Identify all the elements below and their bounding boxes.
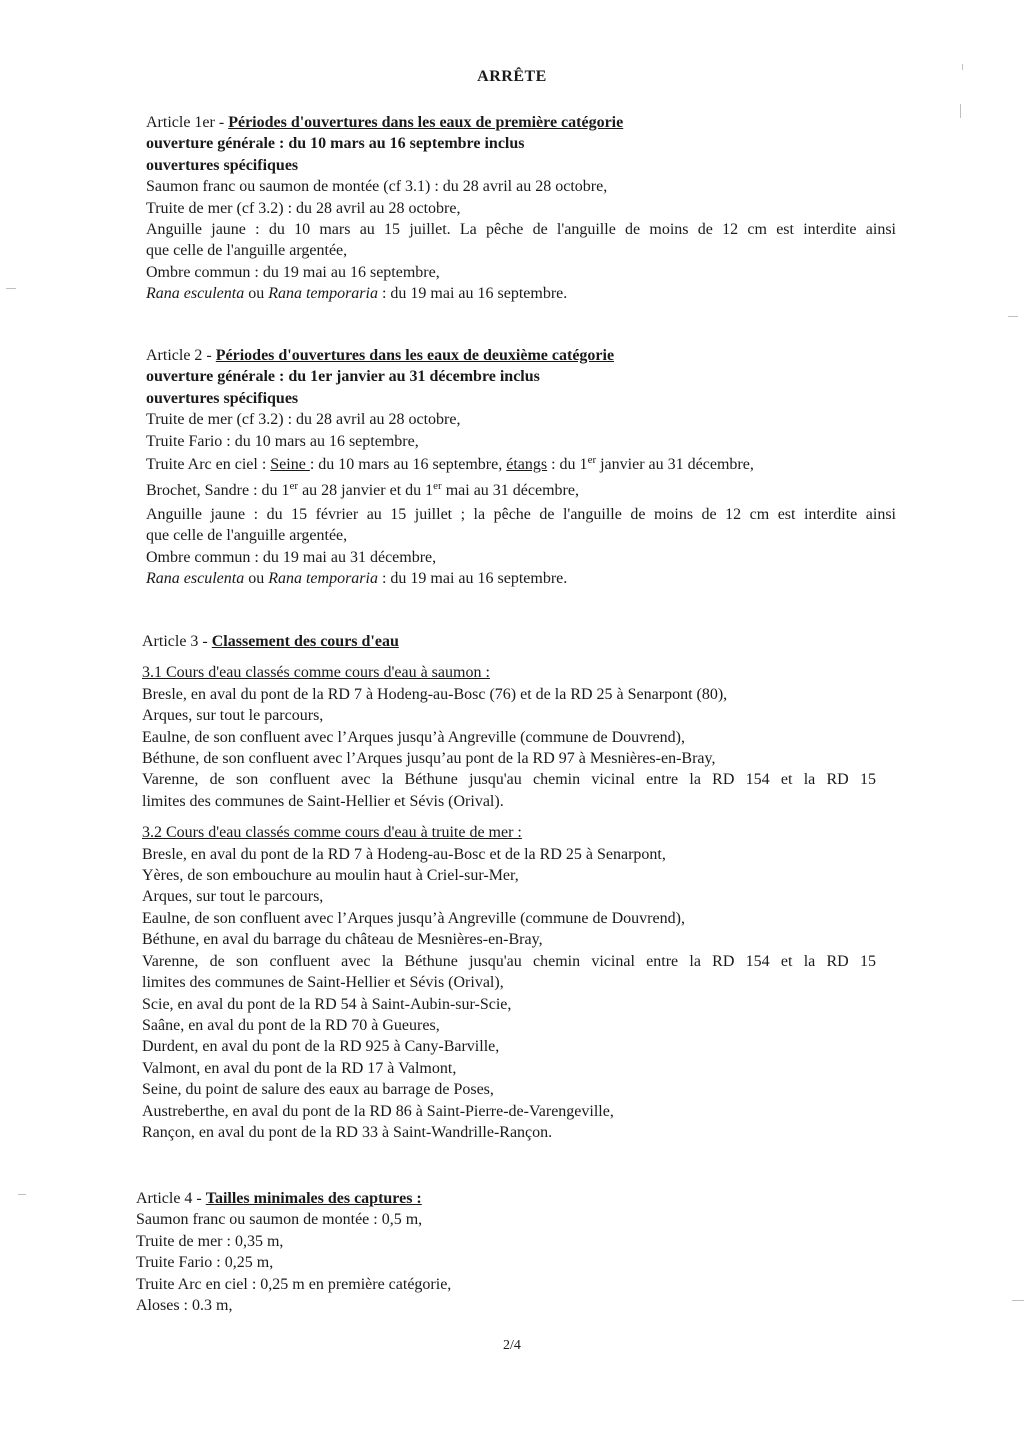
list-item: limites des communes de Saint-Hellier et Sévis (Orival), bbox=[142, 974, 504, 992]
ponds-period-a: : du 1 bbox=[547, 456, 588, 474]
article-4 bbox=[136, 1188, 886, 1316]
list-item: limites des communes de Saint-Hellier et Sévis (Orival). bbox=[142, 792, 504, 810]
scan-mark bbox=[1012, 1300, 1024, 1301]
article-1 bbox=[146, 112, 896, 305]
rana-esculenta: Rana esculenta bbox=[146, 285, 245, 303]
article-1-grayling: Ombre commun : du 19 mai au 16 septembre, bbox=[146, 263, 440, 281]
section-3-2-heading: 3.2 Cours d'eau classés comme cours d'eau à truite de mer : bbox=[142, 824, 522, 842]
rainbow-trout-label: Truite Arc en ciel : bbox=[146, 456, 271, 474]
article-1-eel-continued: que celle de l'anguille argentée, bbox=[146, 242, 348, 260]
list-item: Austreberthe, en aval du pont de la RD 86 à Saint-Pierre-de-Varengeville, bbox=[142, 1102, 614, 1120]
article-1-prefix: Article 1er - bbox=[146, 114, 229, 131]
list-item: Truite Arc en ciel : 0,25 m en première catégorie, bbox=[136, 1275, 452, 1293]
article-2-prefix: Article 2 - bbox=[146, 347, 216, 364]
article-2-grayling: Ombre commun : du 19 mai au 31 décembre, bbox=[146, 548, 437, 566]
seine-period: : du 10 mars au 16 septembre, bbox=[309, 456, 507, 474]
list-item: Valmont, en aval du pont de la RD 17 à Valmont, bbox=[142, 1059, 457, 1077]
list-item: Aloses : 0.3 m, bbox=[136, 1297, 233, 1315]
article-3-heading-line bbox=[142, 631, 876, 652]
article-2-frogs bbox=[146, 568, 896, 589]
scan-mark bbox=[960, 104, 961, 118]
spacer bbox=[142, 812, 876, 822]
frogs-period: : du 19 mai au 16 septembre. bbox=[377, 285, 568, 303]
article-2-sea-trout: Truite de mer (cf 3.2) : du 28 avril au 28 octobre, bbox=[146, 411, 461, 429]
article-2-rainbow-trout bbox=[146, 452, 896, 478]
frogs-period: : du 19 mai au 16 septembre. bbox=[377, 570, 568, 588]
list-item: Truite de mer : 0,35 m, bbox=[136, 1232, 284, 1250]
article-2-pike-zander bbox=[146, 478, 896, 504]
list-item: Saumon franc ou saumon de montée : 0,5 m, bbox=[136, 1211, 423, 1229]
list-item: Truite Fario : 0,25 m, bbox=[136, 1254, 274, 1272]
article-1-specific-openings-label: ouvertures spécifiques bbox=[146, 156, 299, 174]
section-3-2-list bbox=[142, 844, 876, 1144]
list-item: Bresle, en aval du pont de la RD 7 à Hodeng-au-Bosc (76) et de la RD 25 à Senarpont (80), bbox=[142, 685, 728, 703]
article-2-general-opening: ouverture générale : du 1er janvier au 31 décembre inclus bbox=[146, 368, 540, 386]
list-item: Arques, sur tout le parcours, bbox=[142, 888, 324, 906]
list-item: Varenne, de son confluent avec la Béthune jusqu'au chemin vicinal entre la RD 154 et la RD 15 bbox=[142, 771, 876, 789]
article-4-heading: Tailles minimales des captures : bbox=[205, 1190, 422, 1207]
scan-mark bbox=[1008, 316, 1018, 317]
rana-esculenta: Rana esculenta bbox=[146, 570, 245, 588]
list-item: Durdent, en aval du pont de la RD 925 à Cany-Barville, bbox=[142, 1038, 500, 1056]
pike-period-a: Brochet, Sandre : du 1 bbox=[146, 482, 290, 500]
article-2-brown-trout: Truite Fario : du 10 mars au 16 septembre, bbox=[146, 432, 419, 450]
section-3-1-list bbox=[142, 684, 876, 812]
ordinal-superscript: er bbox=[433, 480, 442, 493]
article-2-heading-line bbox=[146, 345, 896, 366]
scan-mark bbox=[6, 288, 16, 289]
pike-period-b: au 28 janvier et du 1 bbox=[298, 482, 434, 500]
list-item: Béthune, en aval du barrage du château de Mesnières-en-Bray, bbox=[142, 931, 543, 949]
list-item: Seine, du point de salure des eaux au barrage de Poses, bbox=[142, 1081, 494, 1099]
list-item: Yères, de son embouchure au moulin haut à Criel-sur-Mer, bbox=[142, 867, 519, 885]
list-item: Arques, sur tout le parcours, bbox=[142, 707, 324, 725]
rana-temporaria: Rana temporaria bbox=[268, 285, 378, 303]
list-item: Saâne, en aval du pont de la RD 70 à Gueures, bbox=[142, 1016, 440, 1034]
article-2 bbox=[146, 345, 896, 590]
document-title: ARRÊTE bbox=[477, 68, 547, 85]
list-item: Bresle, en aval du pont de la RD 7 à Hodeng-au-Bosc et de la RD 25 à Senarpont, bbox=[142, 845, 666, 863]
conjunction: ou bbox=[244, 285, 269, 303]
article-4-prefix: Article 4 - bbox=[136, 1190, 206, 1207]
spacer bbox=[142, 652, 876, 662]
pike-period-c: mai au 31 décembre, bbox=[441, 482, 579, 500]
list-item: Varenne, de son confluent avec la Béthune jusqu'au chemin vicinal entre la RD 154 et la RD 15 bbox=[142, 952, 876, 970]
rana-temporaria: Rana temporaria bbox=[268, 570, 378, 588]
article-2-eel: Anguille jaune : du 15 février au 15 juillet ; la pêche de l'anguille de moins de 12 cm est interdite ainsi bbox=[146, 506, 896, 524]
conjunction: ou bbox=[244, 570, 269, 588]
scan-mark bbox=[18, 1194, 26, 1195]
article-1-frogs bbox=[146, 283, 896, 304]
article-3 bbox=[142, 631, 876, 1143]
article-1-salmon: Saumon franc ou saumon de montée (cf 3.1) : du 28 avril au 28 octobre, bbox=[146, 178, 608, 196]
article-3-heading: Classement des cours d'eau bbox=[211, 633, 399, 650]
article-3-prefix: Article 3 - bbox=[142, 633, 212, 650]
section-3-1-heading: 3.1 Cours d'eau classés comme cours d'eau à saumon : bbox=[142, 664, 490, 682]
article-1-general-opening: ouverture générale : du 10 mars au 16 septembre inclus bbox=[146, 135, 525, 153]
article-2-specific-openings-label: ouvertures spécifiques bbox=[146, 389, 299, 407]
list-item: Scie, en aval du pont de la RD 54 à Saint-Aubin-sur-Scie, bbox=[142, 995, 512, 1013]
page-number: 2/4 bbox=[503, 1338, 521, 1353]
article-1-heading: Périodes d'ouvertures dans les eaux de première catégorie bbox=[228, 114, 624, 131]
ponds-period-b: janvier au 31 décembre, bbox=[596, 456, 754, 474]
ordinal-superscript: er bbox=[289, 480, 299, 493]
list-item: Eaulne, de son confluent avec l’Arques jusqu’à Angreville (commune de Douvrend), bbox=[142, 728, 685, 746]
article-1-eel: Anguille jaune : du 10 mars au 15 juillet. La pêche de l'anguille de moins de 12 cm est interdite ainsi bbox=[146, 221, 896, 239]
article-4-heading-line bbox=[136, 1188, 886, 1209]
list-item: Eaulne, de son confluent avec l’Arques jusqu’à Angreville (commune de Douvrend), bbox=[142, 909, 685, 927]
list-item: Rançon, en aval du pont de la RD 33 à Saint-Wandrille-Rançon. bbox=[142, 1123, 553, 1141]
ordinal-superscript: er bbox=[587, 454, 597, 467]
ponds-label: étangs bbox=[506, 456, 548, 474]
list-item: Béthune, de son confluent avec l’Arques jusqu’au pont de la RD 97 à Mesnières-en-Bray, bbox=[142, 750, 716, 768]
article-2-eel-continued: que celle de l'anguille argentée, bbox=[146, 527, 348, 545]
seine-label: Seine bbox=[270, 456, 310, 474]
article-1-sea-trout: Truite de mer (cf 3.2) : du 28 avril au 28 octobre, bbox=[146, 199, 461, 217]
article-1-heading-line bbox=[146, 112, 896, 133]
article-2-heading: Périodes d'ouvertures dans les eaux de deuxième catégorie bbox=[215, 347, 615, 364]
